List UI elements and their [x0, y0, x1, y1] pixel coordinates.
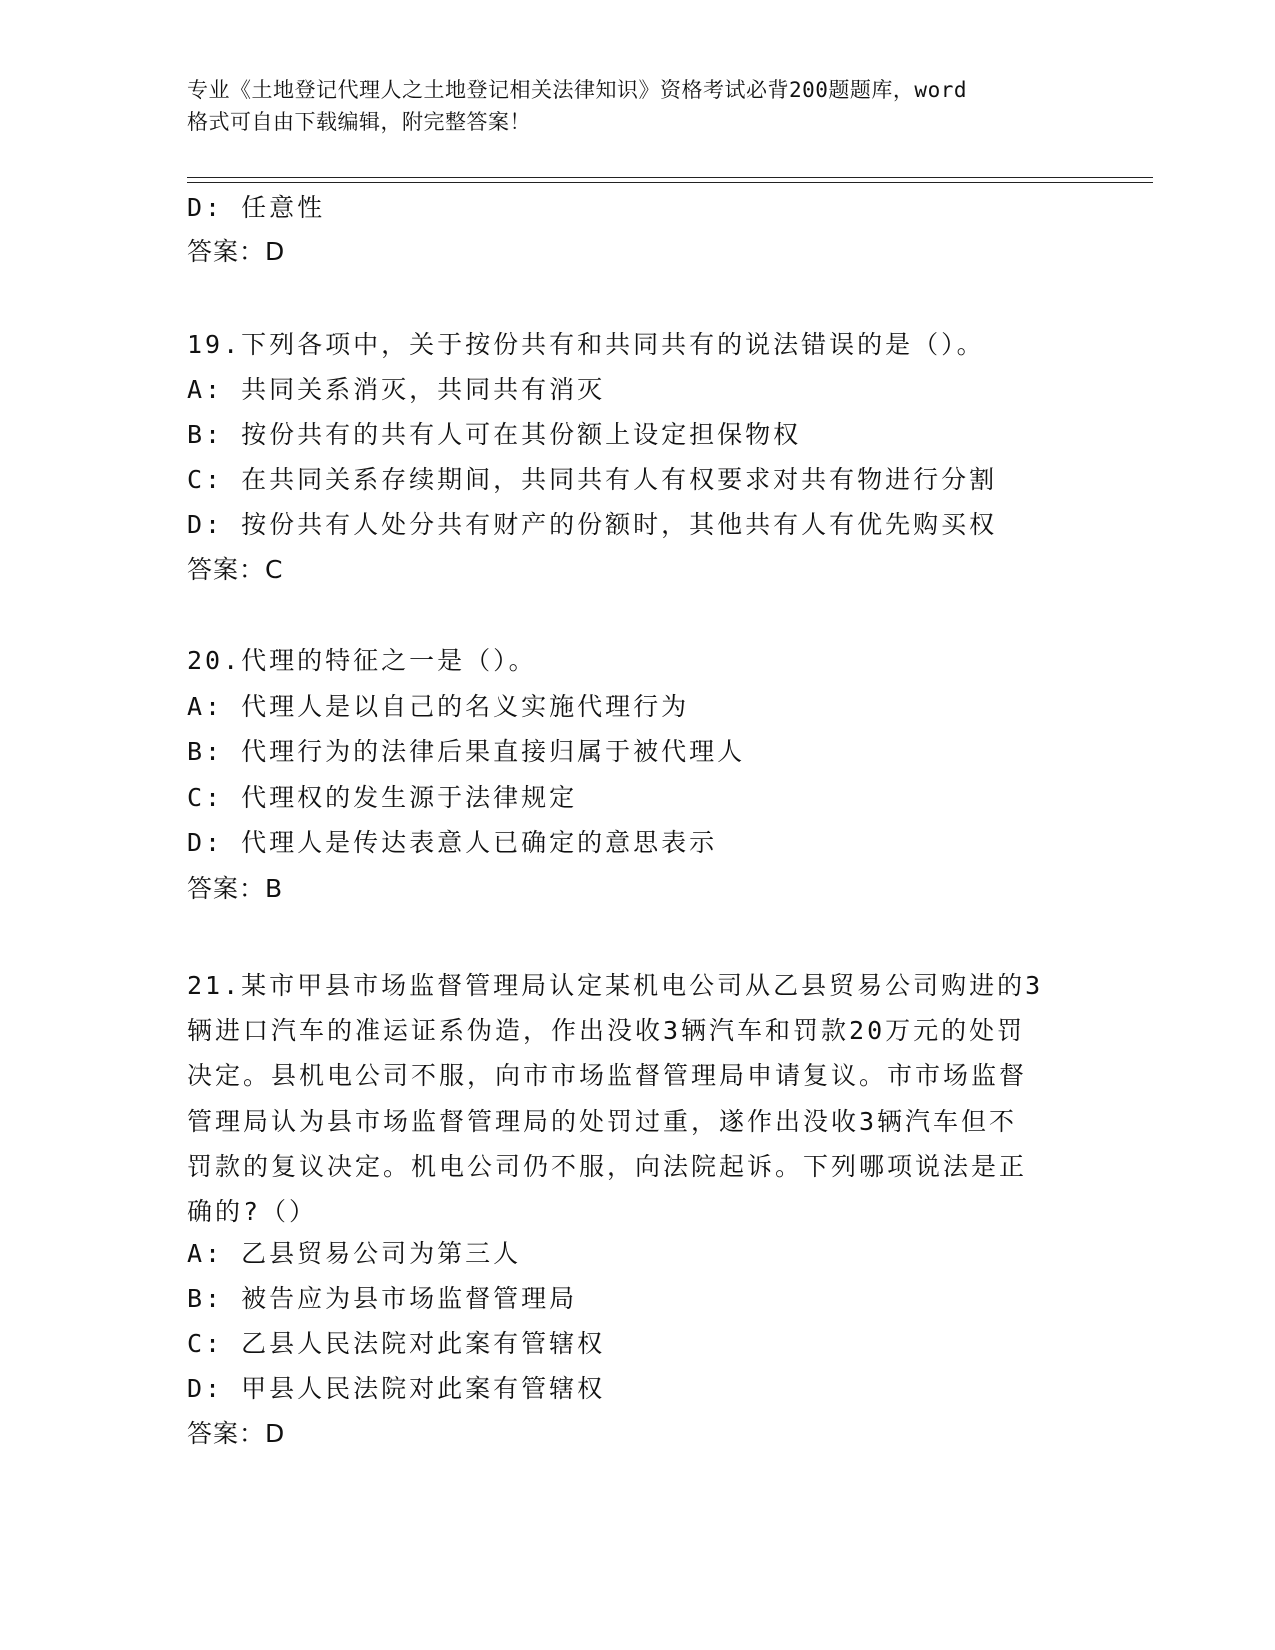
q21-option-d: D: 甲县人民法院对此案有管辖权: [187, 1374, 606, 1403]
q21-question-line: 辆进口汽车的准运证系伪造，作出没收3辆汽车和罚款20万元的处罚: [187, 1016, 1026, 1046]
q21-answer: 答案：D: [187, 1419, 286, 1448]
q21-question-line: 管理局认为县市场监督管理局的处罚过重，遂作出没收3辆汽车但不: [187, 1106, 1018, 1136]
q18-answer: 答案：D: [187, 237, 286, 266]
q20-answer: 答案：B: [187, 874, 284, 903]
q21-question-line: 确的?（）: [187, 1197, 318, 1227]
q19-answer: 答案：C: [187, 555, 284, 584]
q19-question: 19.下列各项中，关于按份共有和共同共有的说法错误的是（）。: [187, 330, 985, 359]
q21-question-line: 21.某市甲县市场监督管理局认定某机电公司从乙县贸易公司购进的3: [187, 971, 1044, 1000]
q21-option-a: A: 乙县贸易公司为第三人: [187, 1239, 522, 1268]
q20-option-d: D: 代理人是传达表意人已确定的意思表示: [187, 828, 718, 857]
document-header: [187, 74, 1087, 138]
q20-question: 20.代理的特征之一是（）。: [187, 646, 537, 675]
header-line-1: 专业《土地登记代理人之土地登记相关法律知识》资格考试必背200题题库，word: [187, 78, 967, 102]
header-rule-bottom: [187, 182, 1153, 183]
q19-option-c: C: 在共同关系存续期间，共同共有人有权要求对共有物进行分割: [187, 465, 998, 494]
q21-option-c: C: 乙县人民法院对此案有管辖权: [187, 1329, 606, 1358]
q20-option-a: A: 代理人是以自己的名义实施代理行为: [187, 692, 690, 721]
q19-option-b: B: 按份共有的共有人可在其份额上设定担保物权: [187, 420, 802, 449]
header-line-2: 格式可自由下载编辑，附完整答案！: [187, 110, 531, 134]
q19-option-a: A: 共同关系消灭，共同共有消灭: [187, 375, 606, 404]
q20-option-b: B: 代理行为的法律后果直接归属于被代理人: [187, 737, 746, 766]
q20-option-c: C: 代理权的发生源于法律规定: [187, 783, 578, 812]
q21-option-b: B: 被告应为县市场监督管理局: [187, 1284, 578, 1313]
q21-question-line: 决定。县机电公司不服，向市市场监督管理局申请复议。市市场监督: [187, 1061, 1028, 1091]
q19-option-d: D: 按份共有人处分共有财产的份额时，其他共有人有优先购买权: [187, 510, 998, 539]
q18-option-d: D: 任意性: [187, 193, 326, 222]
q21-question-line: 罚款的复议决定。机电公司仍不服，向法院起诉。下列哪项说法是正: [187, 1151, 1028, 1181]
header-rule-top: [187, 177, 1153, 178]
q21-question: [187, 963, 1067, 1234]
